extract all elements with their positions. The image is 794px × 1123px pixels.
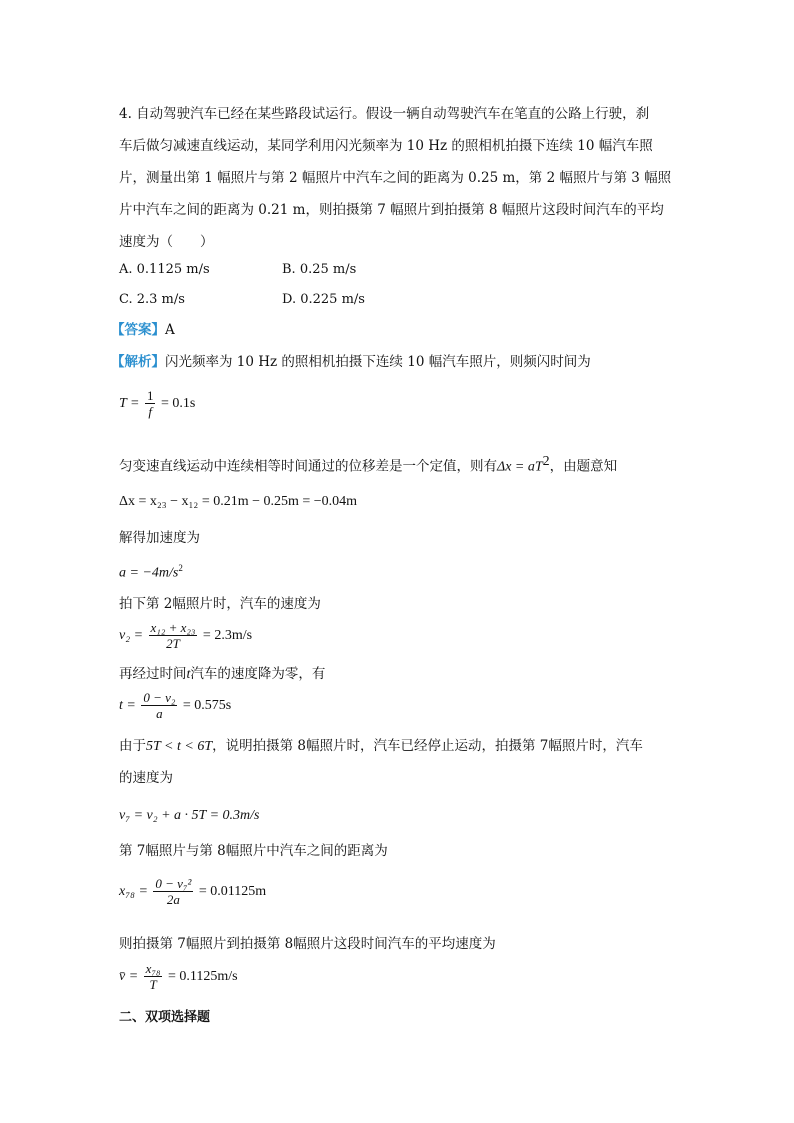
frac-num: x₇₈	[145, 961, 161, 976]
eq-rhs: = 0.1s	[160, 396, 196, 412]
inline-formula: 5T < t < 6T	[146, 739, 213, 754]
analysis-avg-text: 则拍摄第 7幅照片到拍摄第 8幅照片这段时间汽车的平均速度为	[119, 936, 496, 952]
question-line-2: 车后做匀减速直线运动，某同学利用闪光频率为 10 Hz 的照相机拍摄下连续 10 幅汽车照	[119, 138, 653, 154]
equation-x78	[119, 876, 266, 908]
question-line-5: 速度为（ ）	[119, 234, 214, 250]
analysis-intro: 闪光频率为 10 Hz 的照相机拍摄下连续 10 幅汽车照片，则频闪时间为	[165, 354, 591, 370]
eq-rhs: = 0.01125m	[198, 884, 267, 900]
analysis-since-line-2: 的速度为	[119, 770, 173, 786]
eq-lhs: v̄ =	[119, 969, 139, 985]
equation-average-velocity	[119, 961, 238, 993]
analysis-v2-text: 拍下第 2幅照片时，汽车的速度为	[119, 596, 321, 612]
frac-num: x₁₂ + x₂₃	[150, 620, 196, 635]
answer-value: A	[165, 322, 175, 338]
equation-delta-x: Δx = x₂₃ − x₁₂ = 0.21m − 0.25m = −0.04m	[119, 494, 358, 509]
frac-den: f	[145, 403, 156, 420]
option-c: C. 2.3 m/s	[119, 292, 185, 307]
answer-tag: 【答案】	[111, 322, 165, 338]
option-a: A. 0.1125 m/s	[119, 262, 210, 277]
analysis-since-line	[119, 738, 643, 755]
analysis-t-text	[119, 666, 325, 683]
eq-lhs: v₂ =	[119, 628, 144, 644]
text: 由于	[119, 738, 146, 754]
equation-t	[119, 690, 231, 722]
analysis-solve-accel: 解得加速度为	[119, 530, 200, 546]
text: 汽车的速度降为零，有	[190, 666, 326, 682]
equation-accel	[119, 563, 183, 582]
fraction	[153, 876, 193, 908]
analysis-dist-text: 第 7幅照片与第 8幅照片中汽车之间的距离为	[119, 843, 388, 859]
frac-den: 2T	[149, 635, 198, 652]
exponent: 2	[178, 563, 183, 573]
frac-den: 2a	[153, 891, 193, 908]
frac-num: 0 − v₂	[143, 690, 176, 705]
eq-lhs: T =	[119, 396, 140, 412]
question-line-3: 片，测量出第 1 幅照片与第 2 幅照片中汽车之间的距离为 0.25 m，第 2 幅照片与第 3 幅照	[119, 170, 672, 186]
exponent: 2	[542, 454, 550, 469]
fraction	[149, 620, 198, 652]
equation-v2	[119, 620, 252, 652]
eq-rhs: = 0.1125m/s	[167, 969, 238, 985]
question-line-1: 4. 自动驾驶汽车已经在某些路段试运行。假设一辆自动驾驶汽车在笔直的公路上行驶，刹	[119, 106, 650, 122]
text: ，由题意知	[549, 458, 618, 475]
eq-rhs: = 0.575s	[182, 698, 232, 714]
inline-formula: Δx = aT	[497, 459, 543, 475]
frac-den: T	[144, 976, 163, 993]
frac-num: 1	[146, 388, 154, 403]
eq-lhs: x₇₈ =	[119, 884, 148, 900]
analysis-tag: 【解析】	[111, 354, 165, 370]
option-b: B. 0.25 m/s	[282, 262, 357, 277]
text: ，说明拍摄第 8幅照片时，汽车已经停止运动，拍摄第 7幅照片时，汽车	[212, 738, 643, 754]
frac-num: 0 − v₇²	[155, 876, 192, 891]
text: 再经过时间	[119, 666, 187, 682]
analysis-line-displacement	[119, 454, 617, 476]
section-heading: 二、双项选择题	[119, 1010, 211, 1025]
text: 匀变速直线运动中连续相等时间通过的位移差是一个定值，则有	[119, 458, 497, 475]
eq-text: a = −4m/s	[119, 565, 179, 581]
eq-lhs: t =	[119, 698, 136, 714]
question-line-4: 片中汽车之间的距离为 0.21 m，则拍摄第 7 幅照片到拍摄第 8 幅照片这段时间汽车的平均	[119, 202, 664, 218]
fraction	[141, 690, 177, 722]
equation-v7: v₇ = v₂ + a · 5T = 0.3m/s	[119, 808, 260, 823]
analysis-intro-line	[111, 354, 591, 370]
frac-den: a	[141, 705, 177, 722]
answer-line	[111, 322, 175, 338]
option-d: D. 0.225 m/s	[282, 292, 365, 307]
eq-rhs: = 2.3m/s	[202, 628, 253, 644]
equation-period	[119, 388, 195, 420]
inline-var: t	[186, 667, 191, 682]
fraction	[145, 388, 156, 420]
fraction	[144, 961, 163, 993]
